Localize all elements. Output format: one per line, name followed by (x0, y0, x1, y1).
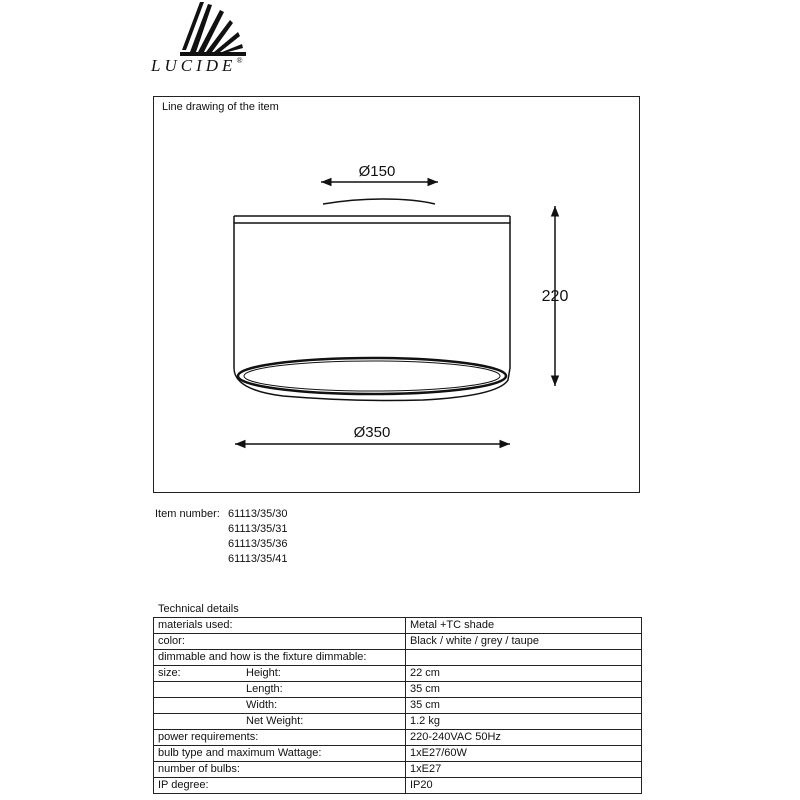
table-row (154, 778, 642, 794)
spec-key: Net Weight: (154, 714, 406, 730)
spec-key: materials used: (154, 618, 406, 634)
spec-key: power requirements: (154, 730, 406, 746)
spec-key: size: Height: (154, 666, 406, 682)
line-drawing (153, 96, 640, 493)
spec-value: 1xE27 (406, 762, 642, 778)
spec-value: 35 cm (406, 682, 642, 698)
table-row (154, 746, 642, 762)
item-numbers (155, 507, 288, 567)
table-row (154, 618, 642, 634)
table-row (154, 650, 642, 666)
spec-key: Width: (154, 698, 406, 714)
spec-value: 220-240VAC 50Hz (406, 730, 642, 746)
spec-value: 22 cm (406, 666, 642, 682)
spec-key: IP degree: (154, 778, 406, 794)
spec-value: IP20 (406, 778, 642, 794)
spec-value: Metal +TC shade (406, 618, 642, 634)
table-row (154, 730, 642, 746)
table-row (154, 666, 642, 682)
spec-key: color: (154, 634, 406, 650)
table-row (154, 634, 642, 650)
bottom-diameter-label: Ø350 (353, 424, 391, 441)
top-diameter-label: Ø150 (358, 163, 396, 180)
spec-key: bulb type and maximum Wattage: (154, 746, 406, 762)
item-number: 61113/35/31 (228, 523, 288, 535)
frame-title: Line drawing of the item (162, 101, 279, 113)
technical-details-table (153, 617, 642, 794)
table-row (154, 714, 642, 730)
item-number-label: Item number: (155, 508, 220, 520)
item-number: 61113/35/36 (228, 538, 288, 550)
spec-value: 1xE27/60W (406, 746, 642, 762)
item-number: 61113/35/30 (228, 508, 288, 520)
table-row (154, 762, 642, 778)
spec-value: 35 cm (406, 698, 642, 714)
spec-key: number of bulbs: (154, 762, 406, 778)
height-label: 220 (541, 288, 569, 305)
brand-name: LUCIDE® (151, 56, 243, 75)
spec-key: Length: (154, 682, 406, 698)
technical-details-title: Technical details (158, 603, 239, 615)
shade-bottom-rim (238, 358, 506, 394)
spec-value: Black / white / grey / taupe (406, 634, 642, 650)
spec-value: 1.2 kg (406, 714, 642, 730)
shade-outline (234, 223, 510, 401)
ceiling-cap (323, 199, 435, 204)
table-row (154, 698, 642, 714)
spec-key: dimmable and how is the fixture dimmable: (154, 650, 406, 666)
item-number: 61113/35/41 (228, 553, 288, 565)
spec-value (406, 650, 642, 666)
table-row (154, 682, 642, 698)
